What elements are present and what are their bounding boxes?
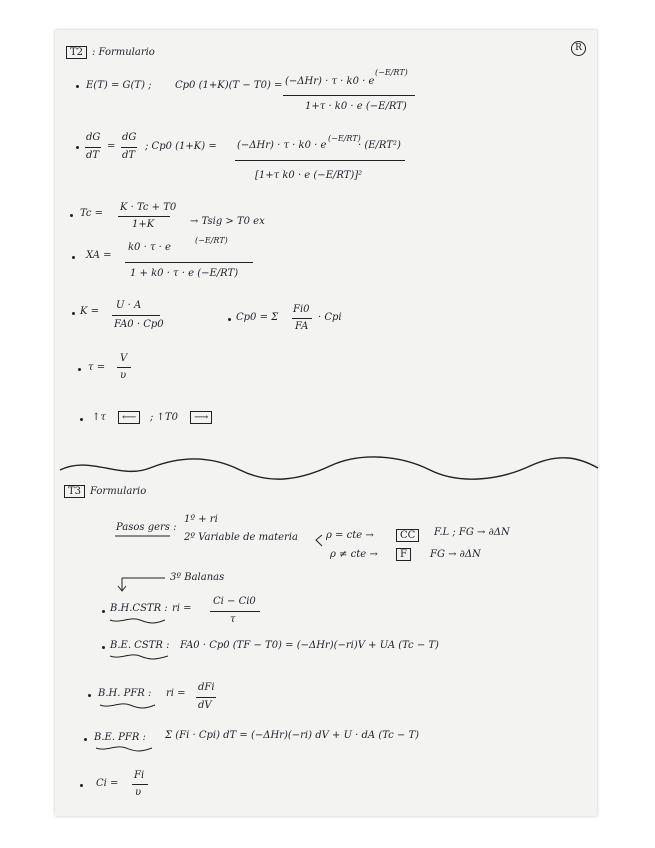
eq1-num-exp: (−E/RT) xyxy=(375,68,408,77)
bullet xyxy=(76,85,79,88)
box-cc: CC xyxy=(396,529,419,542)
fraction-bar xyxy=(292,318,312,319)
eq5-right: Cp0 = Σ xyxy=(236,312,279,323)
eq2-num-tail: · (E/RT²) xyxy=(358,140,401,151)
fl-note: F.L ; FG → ∂ΔN xyxy=(434,527,510,538)
eq2-mid: ; Cp0 (1+K) = xyxy=(145,141,217,152)
bullet xyxy=(102,610,105,613)
pasos-label: Pasos gers : xyxy=(116,522,177,533)
wavy-separator xyxy=(60,457,598,479)
fraction-bar xyxy=(125,262,253,263)
eq1-lhs: E(T) = G(T) ; xyxy=(86,80,152,91)
be-pfr-eq: Σ (Fi · Cpi) dT = (−ΔHr)(−ri) dV + U · dA (Tc − T) xyxy=(165,730,420,741)
bullet xyxy=(102,646,105,649)
bh-pfr-den: dV xyxy=(198,700,212,711)
eq1-num: (−ΔHr) · τ · k0 · e xyxy=(285,76,375,87)
fraction-bar xyxy=(85,147,101,148)
squiggle-be-cstr xyxy=(110,655,168,659)
fraction-bar xyxy=(121,147,137,148)
fraction-bar xyxy=(118,216,170,217)
eq2-lhs2-den: dT xyxy=(122,150,136,161)
eq5-num: U · A xyxy=(116,300,142,311)
squiggle-bh-pfr xyxy=(100,704,155,708)
bh-cstr-label: B.H.CSTR : xyxy=(110,603,168,614)
eq3-den: 1+K xyxy=(132,219,155,230)
bh-cstr-num: Ci − Ci0 xyxy=(213,596,256,607)
eq4-num: k0 · τ · e xyxy=(128,242,171,253)
fraction-bar xyxy=(235,160,405,161)
rho-nonconst: ρ ≠ cte → xyxy=(330,549,378,560)
bullet xyxy=(228,318,231,321)
bullet xyxy=(70,214,73,217)
eq6-lhs: τ = xyxy=(88,362,106,373)
bullet xyxy=(84,738,87,741)
bullet xyxy=(88,694,91,697)
eq5-den: FA0 · Cp0 xyxy=(114,319,164,330)
eq2-lhs2-num: dG xyxy=(122,132,137,143)
eq4-lhs: XA = xyxy=(86,250,112,261)
squiggle-be-pfr xyxy=(96,747,152,751)
bullet xyxy=(72,256,75,259)
eq2-den: [1+τ k0 · e (−E/RT)]² xyxy=(255,170,363,181)
fraction-bar xyxy=(196,697,216,698)
eq1-den: 1+τ · k0 · e (−E/RT) xyxy=(305,101,407,112)
squiggle-bh-cstr xyxy=(110,619,165,623)
section-label-t3: T3 xyxy=(64,485,85,498)
step-1: 1º + ri xyxy=(184,514,218,525)
bullet xyxy=(80,784,83,787)
eq5-right-num: Fi0 xyxy=(293,304,310,315)
bh-cstr-lhs: ri = xyxy=(172,603,192,614)
eq2-lhs-den: dT xyxy=(86,150,100,161)
page-title: : Formulario xyxy=(92,47,155,58)
bh-pfr-num: dFi xyxy=(198,682,215,693)
eq3-note: → Tsig > T0 ex xyxy=(190,216,265,227)
eq6-den: υ xyxy=(120,370,127,381)
eq5-right-tail: · Cpi xyxy=(318,312,342,323)
fraction-bar xyxy=(210,611,260,612)
t3-title: Formulario xyxy=(90,486,147,497)
eq2-num: (−ΔHr) · τ · k0 · e xyxy=(237,140,327,151)
fraction-bar xyxy=(117,367,131,368)
eq3-num: K · Tc + T0 xyxy=(120,202,177,213)
bullet xyxy=(72,312,75,315)
be-cstr-label: B.E. CSTR : xyxy=(110,640,170,651)
eq2-eq: = xyxy=(107,141,116,152)
step-3: 3º Balanas xyxy=(170,572,225,583)
bh-pfr-lhs: ri = xyxy=(166,688,186,699)
box-f: F xyxy=(396,548,411,561)
section-label-t2: T2 xyxy=(66,46,87,59)
be-cstr-eq: FA0 · Cp0 (TF − T0) = (−ΔHr)(−ri)V + UA (Tc − T) xyxy=(180,640,439,651)
eq1-mid: Cp0 (1+K)(T − T0) = xyxy=(175,80,283,91)
eq7-sep: ; ↑T0 xyxy=(150,412,178,423)
fraction-bar xyxy=(132,784,148,785)
corner-mark: R xyxy=(571,41,586,56)
eq5-right-den: FA xyxy=(295,321,309,332)
eq2-num-exp: (−E/RT) xyxy=(328,134,361,143)
step-2: 2º Variable de materia xyxy=(184,532,298,543)
fraction-bar xyxy=(112,315,160,316)
left-arrow-box: ⟵ xyxy=(118,411,140,424)
ci-den: υ xyxy=(135,787,142,798)
eq5-lhs: K = xyxy=(80,306,100,317)
ci-num: Fi xyxy=(134,770,145,781)
right-arrow-box: ⟶ xyxy=(190,411,212,424)
be-pfr-label: B.E. PFR : xyxy=(94,732,146,743)
bh-cstr-den: τ xyxy=(230,614,236,625)
eq4-num-exp: (−E/RT) xyxy=(195,236,228,245)
ci-lhs: Ci = xyxy=(96,778,119,789)
bh-pfr-label: B.H. PFR : xyxy=(98,688,152,699)
brace-icon xyxy=(316,535,322,546)
eq7-a: ↑τ xyxy=(92,412,106,423)
fg-note: FG → ∂ΔN xyxy=(430,549,481,560)
rho-const: ρ = cte → xyxy=(326,530,374,541)
fraction-bar xyxy=(283,95,415,96)
down-arrow-icon xyxy=(118,578,126,591)
eq2-lhs-num: dG xyxy=(86,132,101,143)
bullet xyxy=(78,368,81,371)
eq6-num: V xyxy=(120,353,128,364)
eq4-den: 1 + k0 · τ · e (−E/RT) xyxy=(130,268,239,279)
bullet xyxy=(76,146,79,149)
eq3-lhs: Tc = xyxy=(80,208,104,219)
bullet xyxy=(80,418,83,421)
